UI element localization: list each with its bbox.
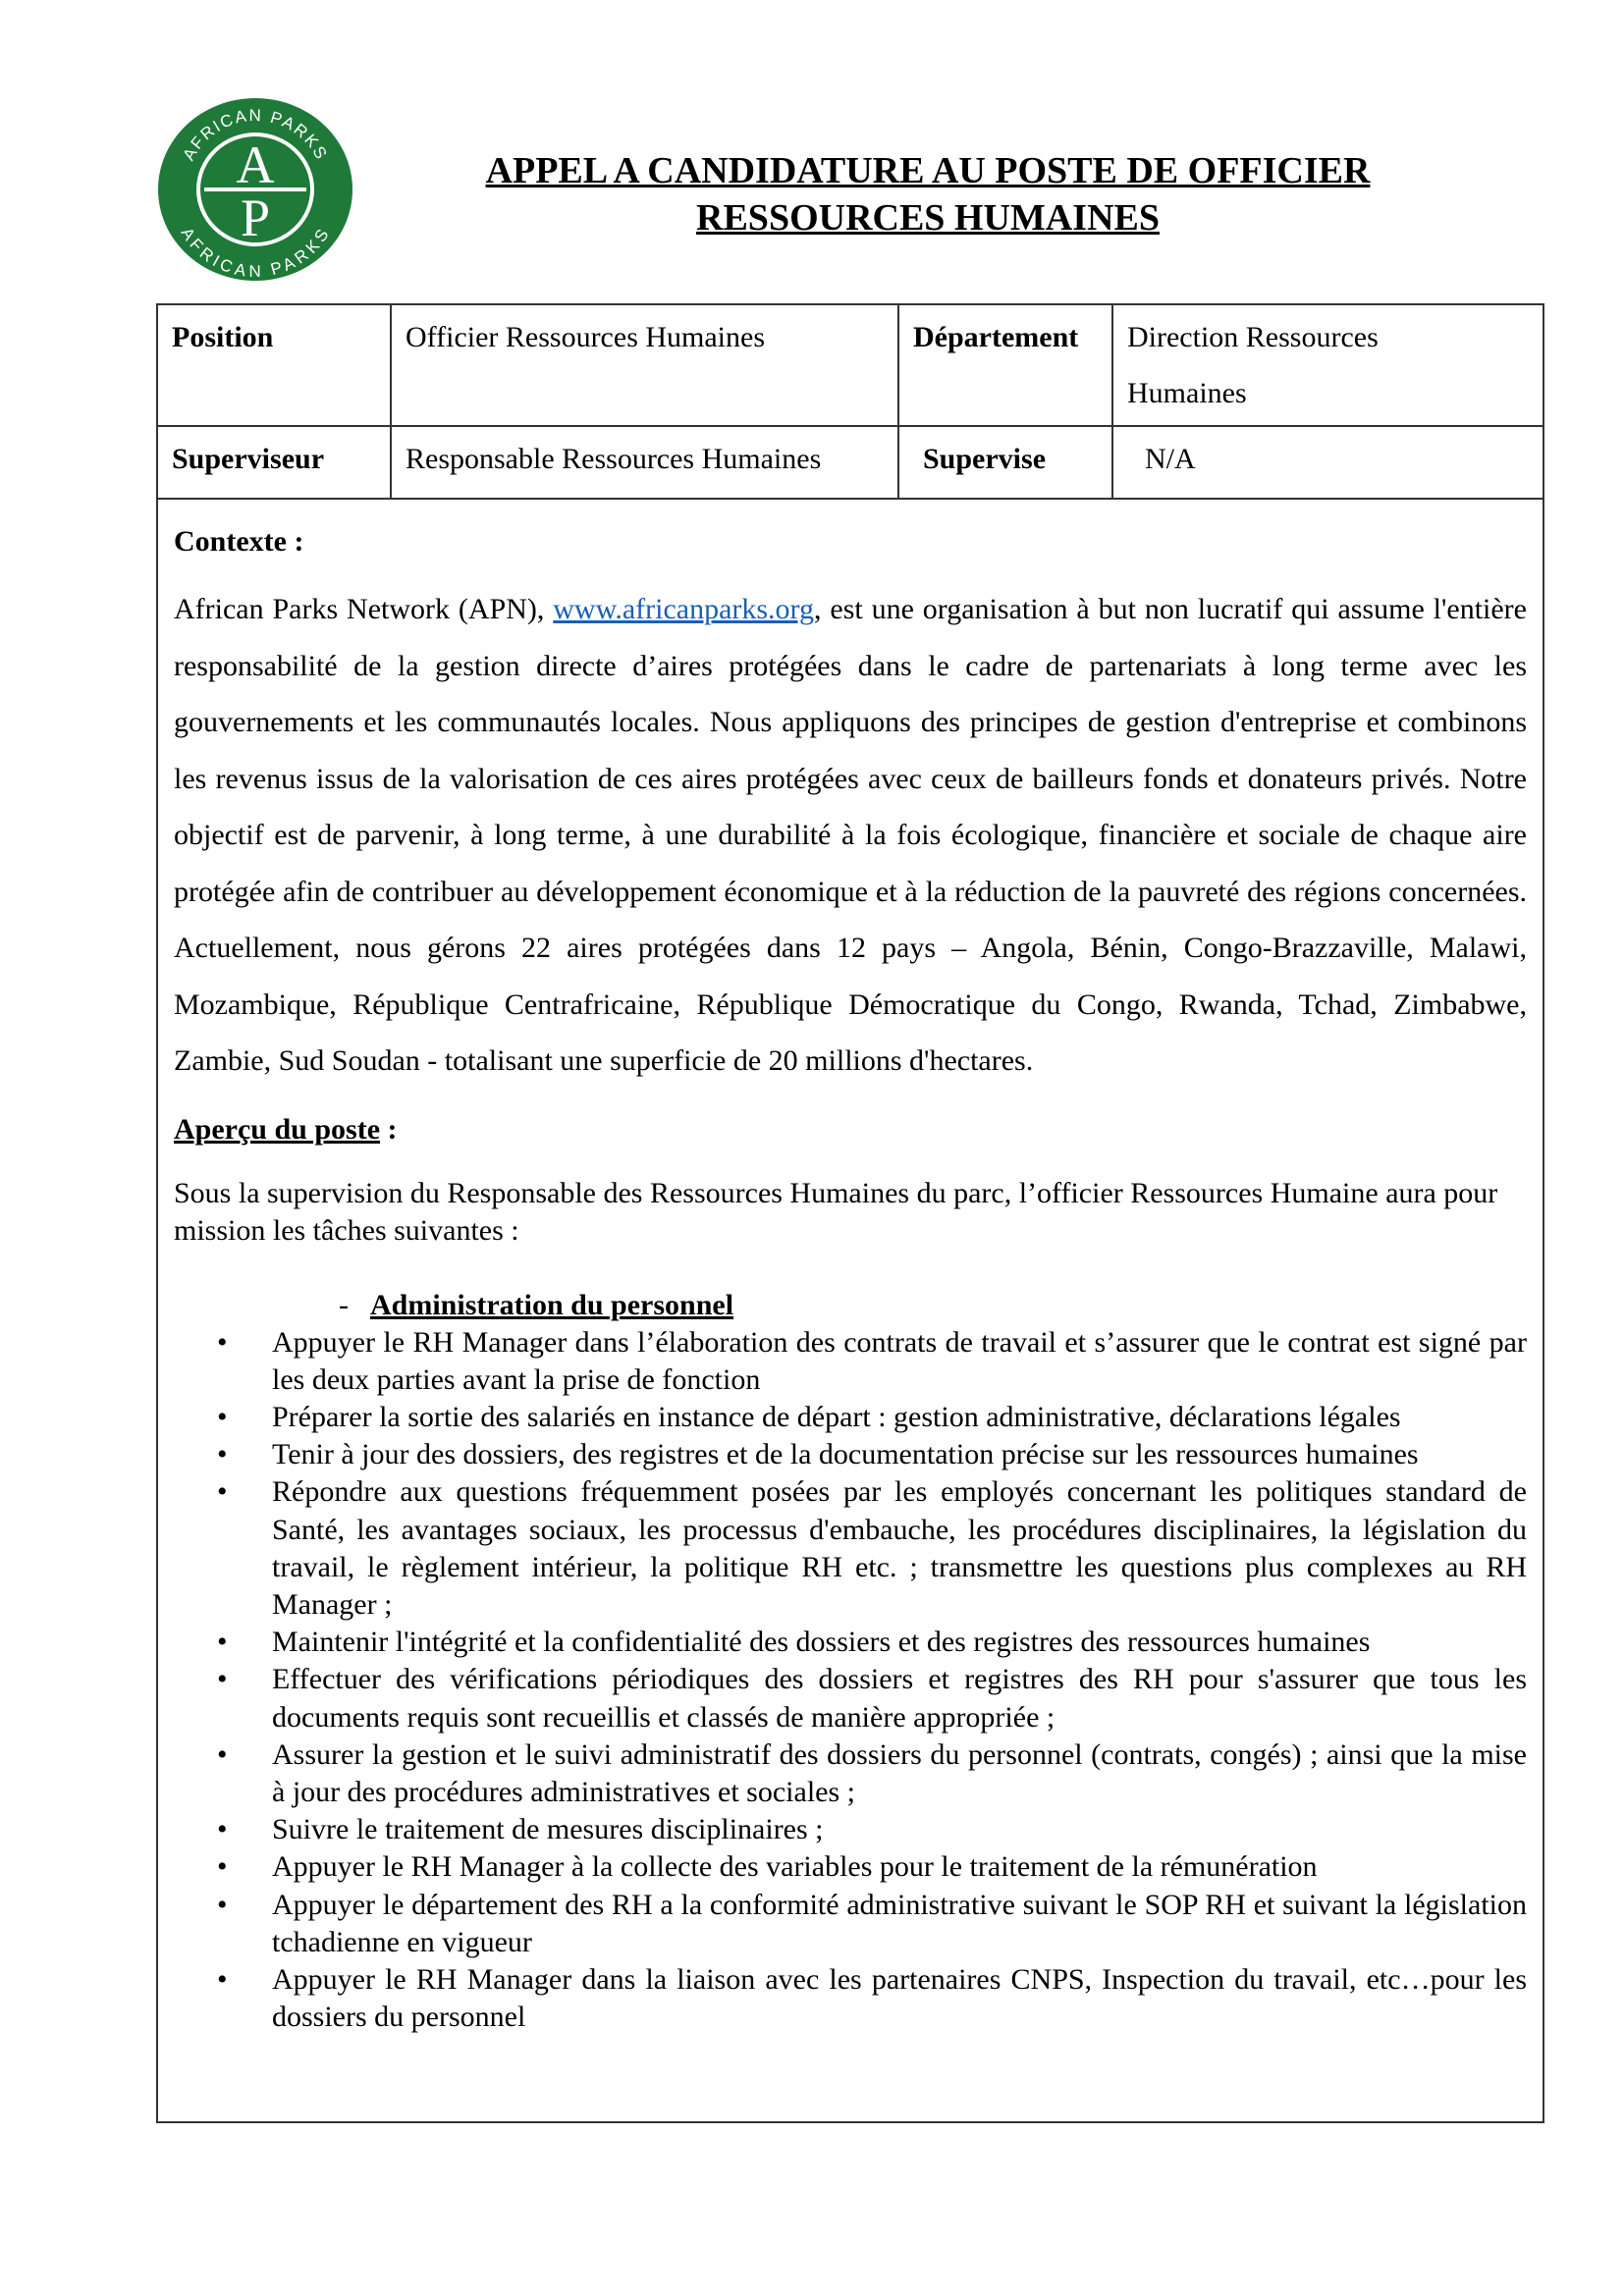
title-line-2: RESSOURCES HUMAINES bbox=[696, 197, 1160, 239]
logo-ring-text-bottom: AFRICAN PARKS bbox=[177, 224, 334, 282]
list-item bbox=[174, 1661, 1527, 1735]
list-item-text: Effectuer des vérifications périodiques des dossiers et registres des RH pour s'assurer que tous les documents requis sont recueillis et classés de manière appropriée ; bbox=[272, 1663, 1527, 1734]
list-item-text: Appuyer le RH Manager dans l’élaboration des contrats de travail et s’assurer que le contrat est signé par les deux parties avant la prise de fonction bbox=[272, 1325, 1527, 1396]
bullet-icon: • bbox=[217, 1400, 228, 1433]
department-value-line-2: Humaines bbox=[1127, 377, 1247, 409]
list-item bbox=[174, 1624, 1527, 1661]
bullet-icon: • bbox=[217, 1438, 228, 1471]
logo-letter-bottom: P bbox=[240, 188, 271, 247]
list-item bbox=[174, 1399, 1527, 1436]
apercu-heading-suffix: : bbox=[380, 1112, 398, 1146]
list-item bbox=[174, 1848, 1527, 1886]
bullet-icon: • bbox=[217, 1663, 228, 1696]
table-row bbox=[157, 304, 1543, 426]
list-item bbox=[174, 1436, 1527, 1473]
list-item-text: Appuyer le département des RH a la conformité administrative suivant le SOP RH et suivant la législation tchadienne en vigueur bbox=[272, 1888, 1527, 1958]
bullet-icon: • bbox=[217, 1962, 228, 1996]
list-item-text: Répondre aux questions fréquemment posées par les employés concernant les politiques standard de Santé, les avantages sociaux, les processus d'embauche, les procédures disciplinaires, la législation du travail, le règlement intérieur, la politique RH etc. ; transmettre les questions plus complexes au RH Manager ; bbox=[272, 1475, 1527, 1621]
bullet-icon: • bbox=[217, 1626, 228, 1659]
list-item-text: Appuyer le RH Manager dans la liaison avec les partenaires CNPS, Inspection du travail, etc…pour les dossiers du personnel bbox=[272, 1962, 1527, 2034]
list-item-text: Assurer la gestion et le suivi administratif des dossiers du personnel (contrats, congés) ; ainsi que la mise à jour des procédures administratives et sociales ; bbox=[272, 1737, 1527, 1808]
position-label: Position bbox=[157, 304, 391, 426]
logo-letter-top: A bbox=[236, 135, 275, 194]
bullet-icon: • bbox=[217, 1888, 228, 1921]
table-row bbox=[157, 426, 1543, 499]
title-line-1: APPEL A CANDIDATURE AU POSTE DE OFFICIER bbox=[485, 150, 1371, 191]
job-table bbox=[156, 303, 1544, 2123]
context-paragraph bbox=[174, 581, 1527, 1090]
supervisor-value: Responsable Ressources Humaines bbox=[391, 426, 898, 499]
department-value bbox=[1112, 304, 1543, 426]
list-item bbox=[174, 1887, 1527, 1961]
context-text-rest: , est une organisation à but non lucratif qui assume l'entière responsabilité de la gestion directe d’aires protégées dans le cadre de partenariats à long terme avec les gouvernements et les communautés locales. Nous appliquons des principes de gestion d'entreprise et combinons les revenus issus de la valorisation de ces aires protégées avec ceux de bailleurs fonds et donateurs privés. Notre objectif est de parvenir, à long terme, à une durabilité à la fois écologique, financière et sociale de chaque aire protégée afin de contribuer au développement économique et à la réduction de la pauvreté des régions concernées. Actuellement, nous gérons 22 aires protégées dans 12 pays – Angola, Bénin, Congo-Brazzaville, Malawi, Mozambique, République Centrafricaine, République Démocratique du Congo, Rwanda, Tchad, Zimbabwe, Zambie, Sud Soudan - totalisant une superficie de 20 millions d'hectares. bbox=[174, 593, 1527, 1077]
department-label: Département bbox=[898, 304, 1112, 426]
list-item-text: Maintenir l'intégrité et la confidentialité des dossiers et des registres des ressources humaines bbox=[272, 1626, 1371, 1659]
logo-ring-text-top: AFRICAN PARKS bbox=[179, 105, 332, 164]
apercu-heading-text: Aperçu du poste bbox=[174, 1112, 381, 1146]
bullet-icon: • bbox=[217, 1475, 228, 1509]
bullet-icon: • bbox=[217, 1325, 228, 1359]
table-row-content bbox=[157, 499, 1543, 2122]
list-item bbox=[174, 1736, 1527, 1811]
supervises-label: Supervise bbox=[898, 426, 1112, 499]
list-item bbox=[174, 1324, 1527, 1399]
supervisor-label: Superviseur bbox=[157, 426, 391, 499]
list-item bbox=[174, 1961, 1527, 2036]
supervises-value: N/A bbox=[1112, 426, 1543, 499]
department-value-line-1: Direction Ressources bbox=[1127, 321, 1379, 353]
content-cell bbox=[157, 499, 1543, 2122]
dash-marker: - bbox=[339, 1288, 349, 1321]
list-item-text: Tenir à jour des dossiers, des registres et de la documentation précise sur les ressources humaines bbox=[272, 1438, 1419, 1471]
section-title: Administration du personnel bbox=[370, 1288, 734, 1321]
position-value: Officier Ressources Humaines bbox=[391, 304, 898, 426]
list-item-text: Appuyer le RH Manager à la collecte des variables pour le traitement de la rémunération bbox=[272, 1850, 1318, 1884]
page-title bbox=[388, 147, 1468, 241]
apn-website-link[interactable]: www.africanparks.org bbox=[553, 593, 815, 625]
list-item-text: Préparer la sortie des salariés en instance de départ : gestion administrative, déclarations légales bbox=[272, 1400, 1401, 1433]
list-item-text: Suivre le traitement de mesures disciplinaires ; bbox=[272, 1813, 824, 1846]
bullet-icon: • bbox=[217, 1737, 228, 1771]
task-list bbox=[174, 1324, 1527, 2037]
bullet-icon: • bbox=[217, 1813, 228, 1846]
apercu-intro: Sous la supervision du Responsable des Ressources Humaines du parc, l’officier Ressources Humaine aura pour mission les tâches suivantes : bbox=[174, 1176, 1498, 1247]
list-item bbox=[174, 1473, 1527, 1624]
bullet-icon: • bbox=[217, 1850, 228, 1884]
apercu-heading bbox=[174, 1101, 1527, 1157]
section-heading bbox=[339, 1287, 1527, 1324]
african-parks-logo bbox=[157, 96, 353, 283]
context-text-start: African Parks Network (APN), bbox=[174, 593, 554, 625]
context-heading: Contexte : bbox=[174, 525, 304, 558]
list-item bbox=[174, 1811, 1527, 1848]
